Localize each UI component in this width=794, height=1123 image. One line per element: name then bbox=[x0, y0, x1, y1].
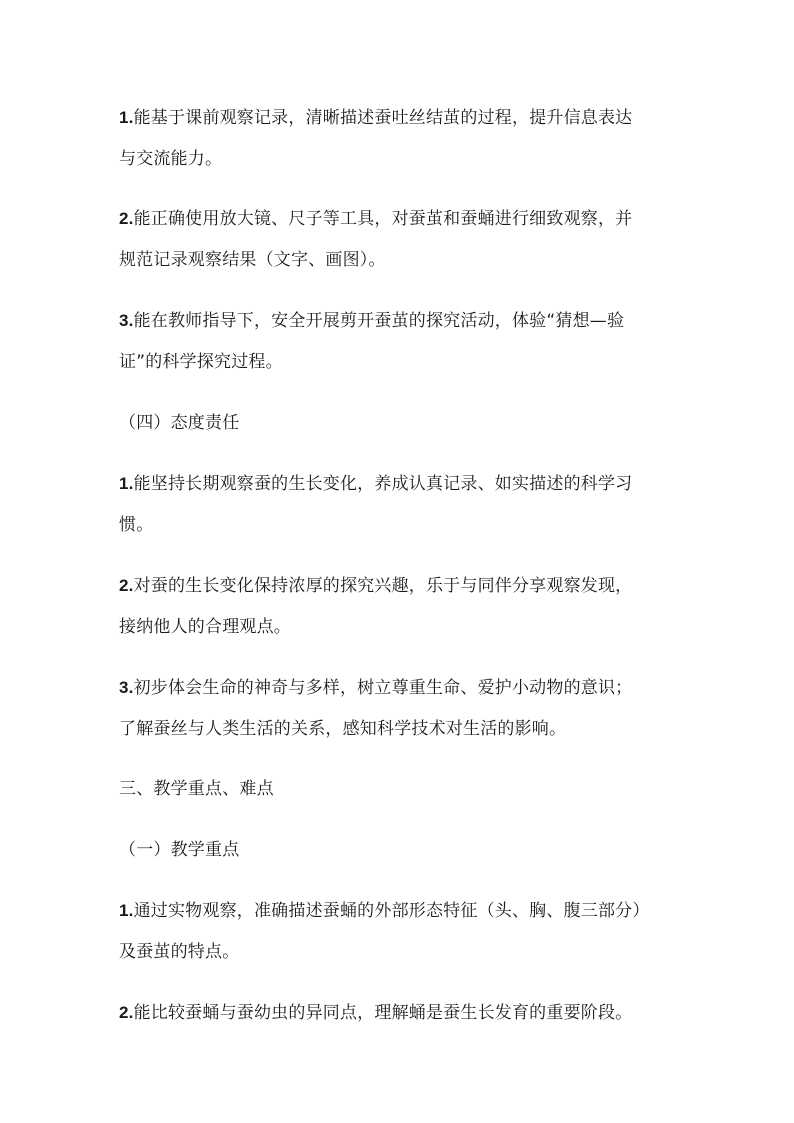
item-text: 规范记录观察结果（文字、画图）。 bbox=[119, 250, 386, 270]
item-text: 及蚕茧的特点。 bbox=[119, 942, 240, 962]
item-number: 2. bbox=[119, 1003, 134, 1022]
paragraph-line bbox=[119, 350, 699, 374]
item-text: 证”的科学探究过程。 bbox=[119, 352, 283, 372]
paragraph-line bbox=[119, 472, 699, 496]
item-text: 接纳他人的合理观点。 bbox=[119, 617, 291, 637]
item-number: 2. bbox=[119, 576, 134, 595]
paragraph-line bbox=[119, 309, 699, 333]
paragraph-line bbox=[119, 1001, 699, 1025]
paragraph-line bbox=[119, 676, 699, 700]
item-number: 2. bbox=[119, 209, 134, 228]
item-text: 能比较蚕蛹与蚕幼虫的异同点，理解蛹是蚕生长发育的重要阶段。 bbox=[133, 1003, 633, 1023]
item-text: 初步体会生命的神奇与多样，树立尊重生命、爱护小动物的意识； bbox=[133, 678, 633, 698]
paragraph-line bbox=[119, 106, 699, 130]
item-text: 了解蚕丝与人类生活的关系，感知科学技术对生活的影响。 bbox=[119, 719, 567, 739]
paragraph-line bbox=[119, 574, 699, 598]
section-heading: （四）态度责任 bbox=[119, 413, 240, 433]
item-number: 3. bbox=[119, 311, 134, 330]
item-text: 对蚕的生长变化保持浓厚的探究兴趣，乐于与同伴分享观察发现， bbox=[133, 576, 633, 596]
paragraph-line bbox=[119, 248, 699, 272]
item-text: 惯。 bbox=[119, 515, 154, 535]
paragraph-line bbox=[119, 899, 699, 923]
item-number: 1. bbox=[119, 901, 134, 920]
item-text: 能在教师指导下，安全开展剪开蚕茧的探究活动，体验“猜想—验 bbox=[133, 311, 625, 331]
item-number: 1. bbox=[119, 474, 134, 493]
item-number: 1. bbox=[119, 108, 134, 127]
item-text: 能正确使用放大镜、尺子等工具，对蚕茧和蚕蛹进行细致观察，并 bbox=[133, 209, 633, 229]
paragraph-line bbox=[119, 940, 699, 964]
section-heading: 三、教学重点、难点 bbox=[119, 779, 274, 799]
item-number: 3. bbox=[119, 678, 134, 697]
paragraph-line bbox=[119, 615, 699, 639]
paragraph-line bbox=[119, 513, 699, 537]
paragraph-line bbox=[119, 717, 699, 741]
item-text: 与交流能力。 bbox=[119, 149, 223, 169]
subsection-heading: （一）教学重点 bbox=[119, 840, 240, 860]
item-text: 能基于课前观察记录，清晰描述蚕吐丝结茧的过程，提升信息表达 bbox=[133, 108, 633, 128]
item-text: 能坚持长期观察蚕的生长变化，养成认真记录、如实描述的科学习 bbox=[133, 474, 633, 494]
paragraph-line bbox=[119, 207, 699, 231]
item-text: 通过实物观察，准确描述蚕蛹的外部形态特征（头、胸、腹三部分） bbox=[133, 901, 650, 921]
paragraph-line bbox=[119, 147, 699, 171]
